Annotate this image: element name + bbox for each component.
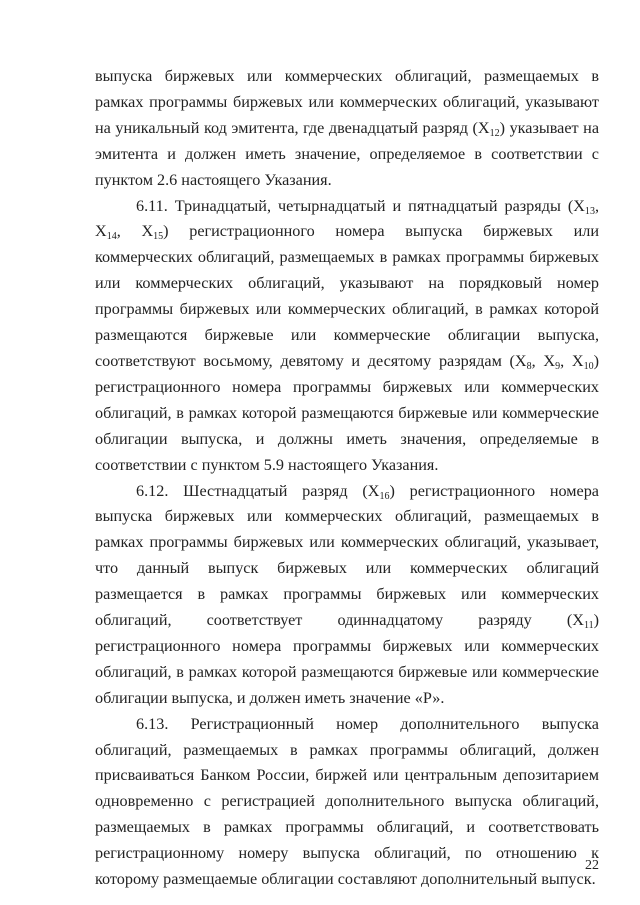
text-run: , X — [116, 222, 154, 241]
text-run: ) регистрационного номера программы биржевых или коммерческих облигаций, в рамках которой размещаются биржевые или коммерческие облигации выпуска, и должны иметь значения, определяемые в соответствии с пунктом 5.9 настоящего Указания. — [95, 351, 599, 474]
page-number: 22 — [585, 858, 599, 873]
paragraph-p-continued — [95, 64, 599, 194]
text-run: ) регистрационного номера выпуска биржевых или коммерческих облигаций, размещаемых в рамках программы биржевых или коммерческих облигаций, указывает, что данный выпуск биржевых или коммерческих облигаций размещается в рамках программы биржевых или коммерческих облигаций, соответствует одиннадцатому разряду (X — [95, 481, 599, 630]
paragraph-p-6-12 — [95, 479, 599, 712]
paragraph-p-6-11 — [95, 194, 599, 479]
subscript-index: 9 — [555, 360, 561, 372]
text-run: , X — [95, 196, 599, 241]
subscript-index: 16 — [379, 490, 390, 502]
text-run: , X — [531, 351, 556, 370]
text-run: ) регистрационного номера программы биржевых или коммерческих облигаций, в рамках которой размещаются биржевые или коммерческие облигации выпуска, и должен иметь значение «Р». — [95, 611, 599, 707]
text-run: 6.11. Тринадцатый, четырнадцатый и пятнадцатый разряды (X — [136, 196, 585, 215]
text-run: 6.13. Регистрационный номер дополнительного выпуска облигаций, размещаемых в рамках программы облигаций, должен присваиваться Банком России, биржей или центральным депозитарием одновременно с регистрацией дополнительного выпуска облигаций, размещаемых в рамках программы облигаций, и соответствовать регистрационному номеру выпуска облигаций, по отношению к которому размещаемые облигации составляют дополнительный выпуск. — [95, 714, 599, 889]
text-run: 6.12. Шестнадцатый разряд (X — [136, 481, 380, 500]
text-run: ) регистрационного номера выпуска биржевых или коммерческих облигаций, размещаемых в рамках программы биржевых или коммерческих облигаций, указывают на порядковый номер программы биржевых или коммерческих облигаций, в рамках которой размещаются биржевые или коммерческие облигации выпуска, соответствуют восьмому, девятому и десятому разрядам (X — [95, 222, 599, 370]
subscript-index: 8 — [526, 360, 532, 372]
subscript-index: 15 — [153, 231, 164, 243]
body-text — [95, 64, 599, 893]
text-run: выпуска биржевых или коммерческих облигаций, размещаемых в рамках программы биржевых или коммерческих облигаций, указывают на уникальный код эмитента, где двенадцатый разряд (X — [95, 67, 599, 137]
text-run: ) указывает на эмитента и должен иметь значение, определяемое в соответствии с пунктом 2.6 настоящего Указания. — [95, 118, 600, 189]
text-run: , X — [560, 351, 584, 370]
subscript-index: 14 — [106, 231, 117, 243]
subscript-index: 13 — [584, 205, 595, 217]
subscript-index: 10 — [583, 360, 594, 372]
paragraph-p-6-13 — [95, 712, 599, 893]
subscript-index: 12 — [489, 127, 500, 139]
subscript-index: 11 — [583, 620, 594, 632]
